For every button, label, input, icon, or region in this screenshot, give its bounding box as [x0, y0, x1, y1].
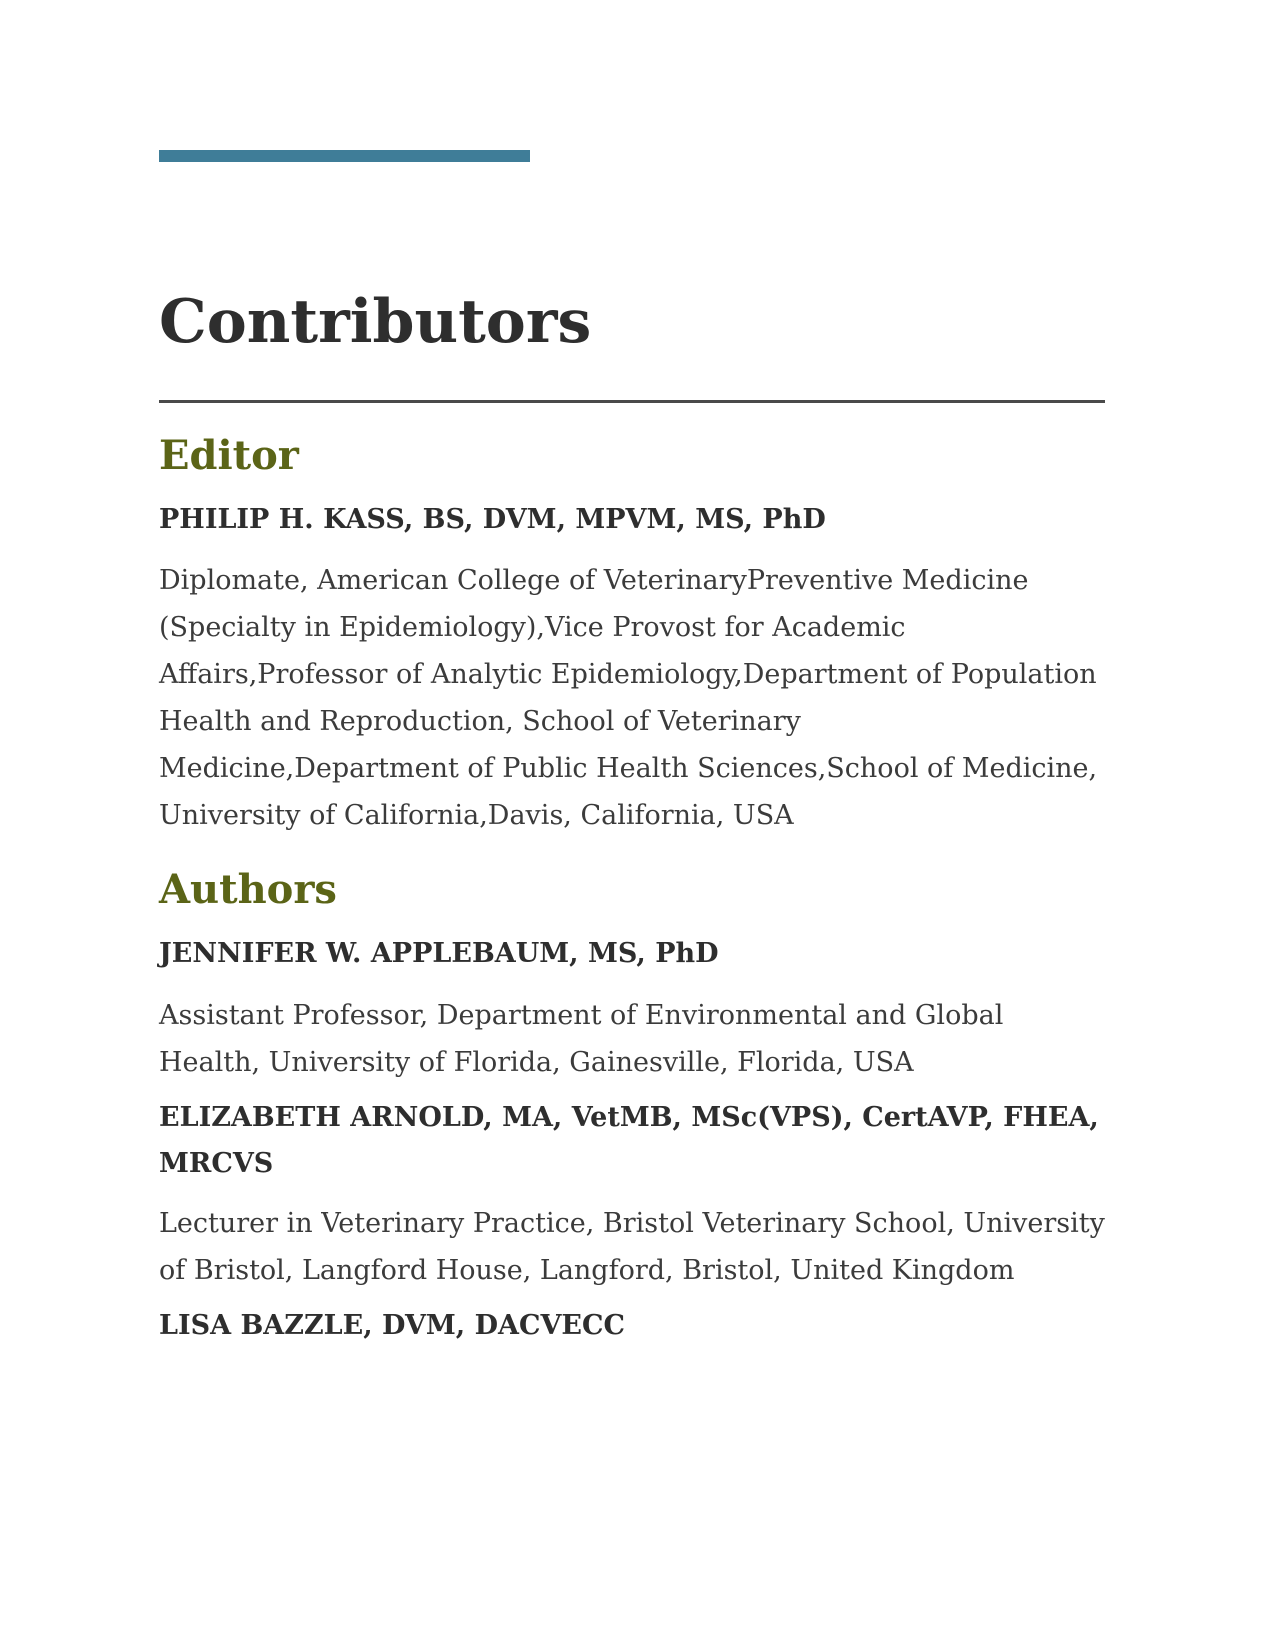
editor-affiliation: Diplomate, American College of VeterinaryPreventive Medicine (Specialty in Epidemiology),Vice Provost for Academic Affairs,Professor of Analytic Epidemiology,Department of Population Health and Reproduction, School of Veterinary Medicine,Department of Public Health Sciences,School of Medicine, University of California,Davis, California, USA [159, 565, 1098, 831]
editor-name: PHILIP H. KASS, BS, DVM, MPVM, MS, PhD [159, 504, 826, 535]
author-name: JENNIFER W. APPLEBAUM, MS, PhD [159, 938, 719, 969]
accent-bar [159, 150, 530, 162]
author-name: ELIZABETH ARNOLD, MA, VetMB, MSc(VPS), CertAVP, FHEA, MRCVS [159, 1102, 1099, 1179]
authors-heading: Authors [159, 866, 337, 913]
author-affiliation: Lecturer in Veterinary Practice, Bristol Veterinary School, University of Bristol, Langford House, Langford, Bristol, United Kingdom [159, 1208, 1105, 1286]
title-divider [159, 400, 1105, 403]
editor-heading: Editor [159, 432, 299, 479]
page-title: Contributors [159, 287, 592, 357]
author-affiliation: Assistant Professor, Department of Environmental and Global Health, University of Florida, Gainesville, Florida, USA [159, 1000, 1004, 1078]
author-name: LISA BAZZLE, DVM, DACVECC [159, 1310, 625, 1341]
